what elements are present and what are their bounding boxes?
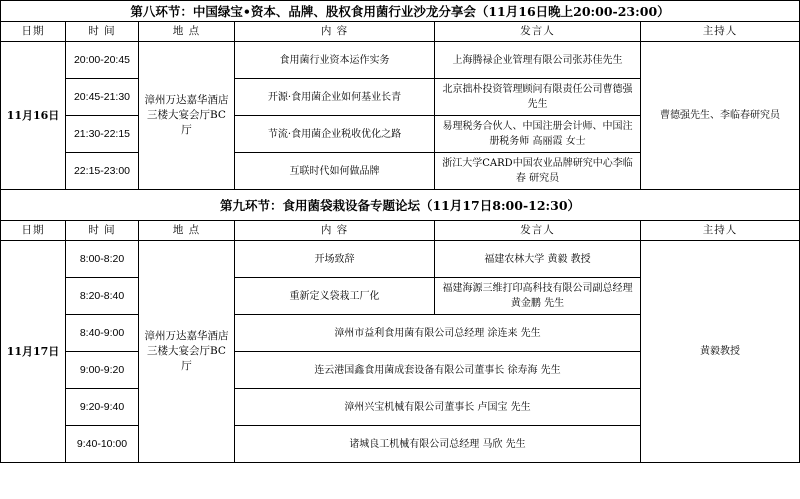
session8-row2-speaker: 北京拙朴投资管理顾问有限责任公司曹德强 先生 <box>435 79 641 116</box>
session9-row4-merged: 连云港国鑫食用菌成套设备有限公司董事长 徐寿海 先生 <box>235 352 641 389</box>
session8-row1-speaker: 上海腾禄企业管理有限公司张苏佳先生 <box>435 42 641 79</box>
session8-row3-content: 节流·食用菌企业税收优化之路 <box>235 116 435 153</box>
session9-host: 黄毅教授 <box>641 241 800 463</box>
session9-row6-merged: 诸城良工机械有限公司总经理 马欣 先生 <box>235 426 641 463</box>
session9-place: 漳州万达嘉华酒店三楼大宴会厅BC厅 <box>139 241 235 463</box>
session9-row1-speaker: 福建农林大学 黄毅 教授 <box>435 241 641 278</box>
session8-row1-content: 食用菌行业资本运作实务 <box>235 42 435 79</box>
session8-row4-content: 互联时代如何做品牌 <box>235 153 435 190</box>
session9-row2-time: 8:20-8:40 <box>66 278 139 315</box>
session8-row4-time: 22:15-23:00 <box>66 153 139 190</box>
session8-row3-speaker: 易理税务合伙人、中国注册会计师、中国注册税务师 高丽霞 女士 <box>435 116 641 153</box>
session9-row6-time: 9:40-10:00 <box>66 426 139 463</box>
session8-row3-time: 21:30-22:15 <box>66 116 139 153</box>
session9-row2-speaker: 福建海源三维打印高科技有限公司副总经理 黄金鹏 先生 <box>435 278 641 315</box>
session9-row5-time: 9:20-9:40 <box>66 389 139 426</box>
session9-row3-merged: 漳州市益利食用菌有限公司总经理 涂连来 先生 <box>235 315 641 352</box>
session9-row2-content: 重新定义袋栽工厂化 <box>235 278 435 315</box>
header-content: 内 容 <box>235 22 435 42</box>
header-time: 时 间 <box>66 22 139 42</box>
session9-row1-content: 开场致辞 <box>235 241 435 278</box>
header-date: 日期 <box>0 22 66 42</box>
session8-row2-content: 开源·食用菌企业如何基业长青 <box>235 79 435 116</box>
session9-date: 11月17日 <box>0 241 66 463</box>
session9-row1-time: 8:00-8:20 <box>66 241 139 278</box>
session9-row5-merged: 漳州兴宝机械有限公司董事长 卢国宝 先生 <box>235 389 641 426</box>
header-time-2: 时 间 <box>66 221 139 241</box>
session9-title: 第九环节：食用菌袋栽设备专题论坛（11月17日8:00-12:30） <box>0 190 800 221</box>
session8-host: 曹德强先生、李临春研究员 <box>641 42 800 190</box>
header-place-2: 地 点 <box>139 221 235 241</box>
session8-place: 漳州万达嘉华酒店三楼大宴会厅BC厅 <box>139 42 235 190</box>
session9-row4-time: 9:00-9:20 <box>66 352 139 389</box>
session8-date: 11月16日 <box>0 42 66 190</box>
header-date-2: 日期 <box>0 221 66 241</box>
session8-row4-speaker: 浙江大学CARD中国农业品牌研究中心李临春 研究员 <box>435 153 641 190</box>
header-host: 主持人 <box>641 22 800 42</box>
session9-row3-time: 8:40-9:00 <box>66 315 139 352</box>
session8-row2-time: 20:45-21:30 <box>66 79 139 116</box>
header-speaker-2: 发言人 <box>435 221 641 241</box>
session8-row1-time: 20:00-20:45 <box>66 42 139 79</box>
header-place: 地 点 <box>139 22 235 42</box>
session8-title: 第八环节：中国绿宝•资本、品牌、股权食用菌行业沙龙分享会（11月16日晚上20:00-23:00） <box>0 0 800 22</box>
header-speaker: 发言人 <box>435 22 641 42</box>
header-content-2: 内 容 <box>235 221 435 241</box>
header-host-2: 主持人 <box>641 221 800 241</box>
